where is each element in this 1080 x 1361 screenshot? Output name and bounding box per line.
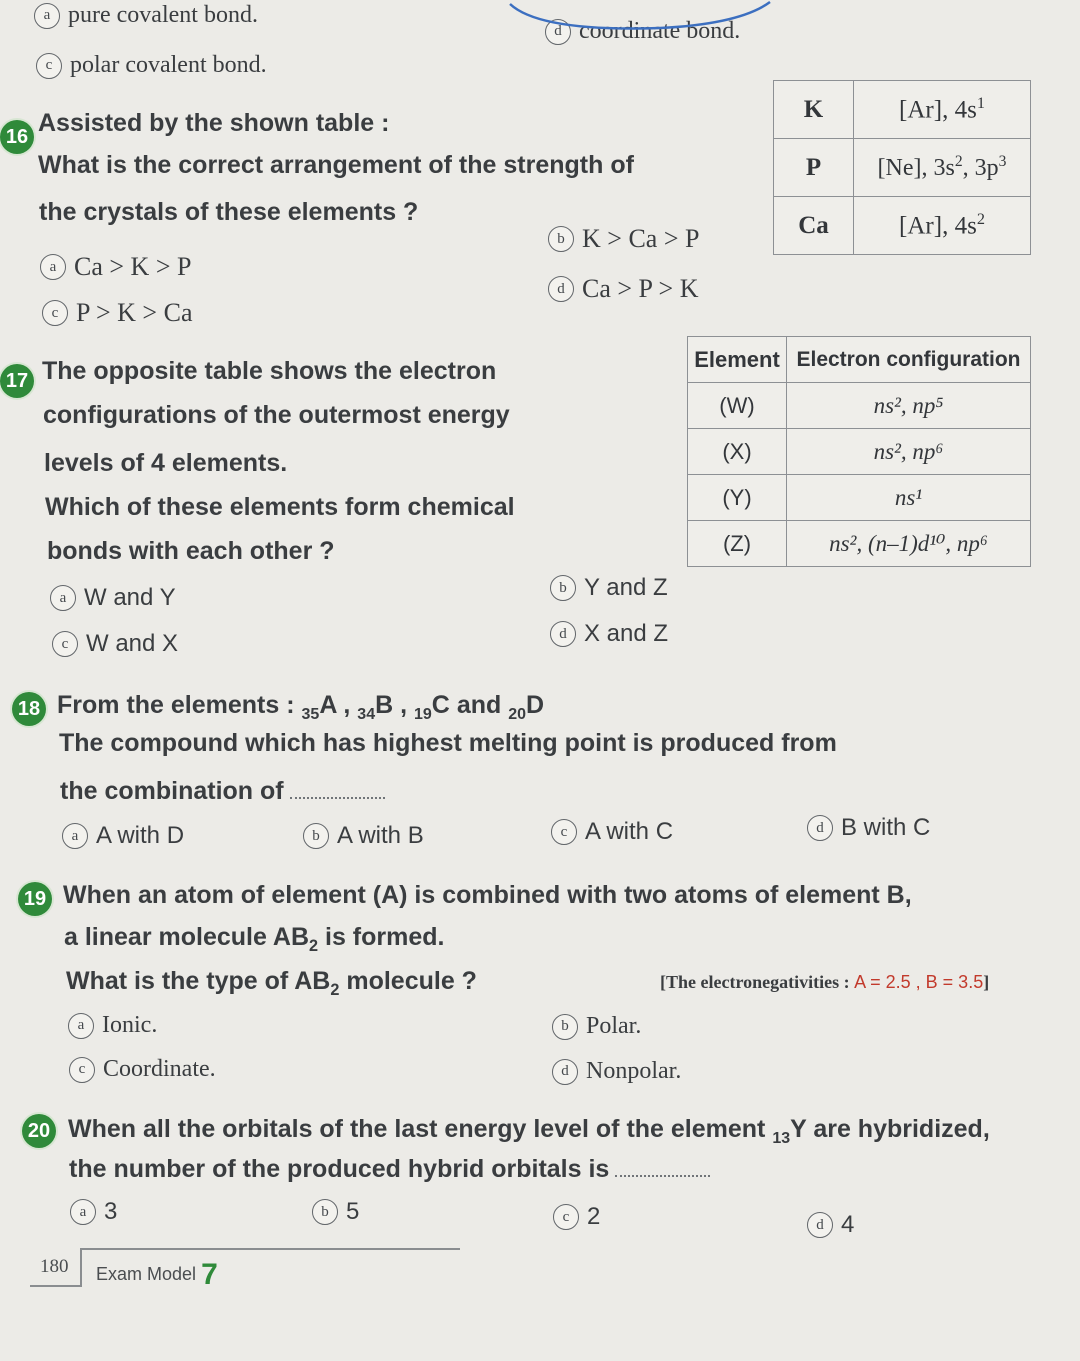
question-18-number: 18 — [12, 692, 46, 726]
element-cell: (X) — [688, 429, 787, 475]
q16-option-d[interactable] — [548, 274, 698, 304]
q19-line2-b: is formed. — [325, 923, 445, 951]
q16-line2: What is the correct arrangement of the strength of — [38, 151, 634, 179]
element-symbol: B — [375, 691, 394, 719]
q16-option-d-text: Ca > P > K — [582, 274, 699, 303]
q19-electronegativity-note — [660, 972, 989, 993]
config-cell: ns², (n–1)d¹⁰, np⁶ — [787, 521, 1031, 567]
bullet-a: a — [50, 585, 76, 611]
q20-option-b-text: 5 — [346, 1198, 360, 1225]
config-core: [Ar], 4s — [899, 212, 977, 240]
config-header: Electron configuration — [787, 337, 1031, 383]
table-row — [688, 429, 1031, 475]
q18-line3-text: the combination of — [60, 777, 284, 805]
bullet-d: d — [550, 621, 576, 647]
element-cell: K — [774, 81, 854, 139]
q17-option-a-text: W and Y — [84, 584, 176, 611]
bullet-a: a — [70, 1199, 96, 1225]
q20-option-d[interactable] — [807, 1211, 854, 1239]
table-row — [688, 521, 1031, 567]
bullet-b: b — [548, 226, 574, 252]
q19-line2-a: a linear molecule AB — [64, 923, 309, 951]
question-20-number: 20 — [22, 1114, 56, 1148]
q16-option-a[interactable] — [40, 252, 191, 282]
element-header: Element — [688, 337, 787, 383]
q20-line1-b: are hybridized, — [813, 1115, 990, 1143]
q19-option-a-text: Ionic. — [102, 1012, 158, 1038]
q16-option-c-text: P > K > Ca — [76, 298, 193, 327]
bullet-d: d — [548, 276, 574, 302]
q18-line2: The compound which has highest melting point is produced from — [59, 729, 837, 757]
config-cell: ns², np⁵ — [787, 383, 1031, 429]
bullet-a: a — [40, 254, 66, 280]
table-row — [774, 139, 1031, 197]
question-19-number: 19 — [18, 882, 52, 916]
q20-option-d-text: 4 — [841, 1211, 855, 1238]
q17-line1: The opposite table shows the electron — [42, 357, 497, 385]
q18-and: and — [456, 691, 502, 719]
q16-element-table — [773, 80, 1031, 255]
bullet-c: c — [69, 1057, 95, 1083]
element-symbol: C — [431, 691, 450, 719]
config-cell — [854, 197, 1031, 255]
q20-option-b[interactable] — [312, 1198, 359, 1226]
q20-line1-a: When all the orbitals of the last energy level of the element — [68, 1115, 766, 1143]
element-symbol: Y — [790, 1115, 807, 1143]
note-label: [The electronegativities : — [660, 972, 850, 992]
config-sup: 2 — [976, 210, 985, 229]
footer-underline — [30, 1285, 82, 1287]
q16-option-c[interactable] — [42, 298, 192, 328]
prev-option-c[interactable] — [36, 52, 267, 79]
table-row — [774, 197, 1031, 255]
element-atomic-number: 20 — [508, 706, 527, 723]
element-cell: P — [774, 139, 854, 197]
question-16-number: 16 — [0, 120, 34, 154]
bullet-c: c — [42, 300, 68, 326]
q18-line1: From the elements : $_{35}$A , $_{34}$B , $_{19}$C and $_{20}$D — [57, 691, 545, 723]
q20-option-c-text: 2 — [587, 1203, 601, 1230]
element-symbol: A — [319, 691, 337, 719]
q18-option-a-text: A with D — [96, 822, 185, 849]
q18-line3 — [60, 776, 385, 806]
bullet-c: c — [36, 53, 62, 79]
q16-line3: the crystals of these elements ? — [39, 198, 419, 226]
table-header-row — [688, 337, 1031, 383]
bullet-c: c — [553, 1204, 579, 1230]
q19-option-b[interactable] — [552, 1013, 641, 1040]
config-core: [Ar], 4s — [899, 96, 977, 124]
q16-option-b[interactable] — [548, 224, 699, 254]
element-atomic-number: 13 — [772, 1130, 791, 1147]
config-extra-sup: 3 — [998, 153, 1007, 170]
bullet-c: c — [551, 819, 577, 845]
answer-blank — [615, 1167, 710, 1177]
prev-option-a[interactable] — [34, 2, 258, 29]
bullet-d: d — [807, 1212, 833, 1238]
bullet-c: c — [52, 631, 78, 657]
table-row — [688, 475, 1031, 521]
q19-line3-b: molecule ? — [346, 967, 477, 995]
element-cell: (Z) — [688, 521, 787, 567]
q18-option-d[interactable] — [807, 814, 930, 842]
footer-label — [96, 1258, 218, 1292]
q17-line4: Which of these elements form chemical — [45, 493, 515, 521]
q17-option-d[interactable] — [550, 620, 668, 648]
bullet-b: b — [303, 823, 329, 849]
prev-option-d-text: coordinate bond. — [579, 18, 741, 44]
q19-option-c[interactable] — [69, 1056, 216, 1083]
q18-intro: From the elements : — [57, 691, 295, 719]
q17-option-b-text: Y and Z — [584, 574, 668, 601]
bullet-a: a — [62, 823, 88, 849]
element-atomic-number: 19 — [414, 706, 432, 723]
q18-option-c-text: A with C — [585, 818, 674, 845]
element-cell: (W) — [688, 383, 787, 429]
bullet-a: a — [68, 1013, 94, 1039]
q18-option-c[interactable] — [551, 818, 673, 846]
highlight-stroke — [500, 0, 780, 36]
q20-line2-text: the number of the produced hybrid orbitals is — [69, 1155, 610, 1183]
prev-option-a-text: pure covalent bond. — [68, 2, 258, 28]
q20-line1 — [68, 1114, 990, 1148]
q19-line1: When an atom of element (A) is combined with two atoms of element B, — [63, 881, 912, 909]
q19-line3-a: What is the type of AB — [66, 967, 331, 995]
q17-option-c[interactable] — [52, 630, 178, 658]
q16-line1: Assisted by the shown table : — [38, 109, 390, 137]
q20-option-a[interactable] — [70, 1198, 117, 1226]
exam-model-label: Exam Model — [96, 1264, 197, 1284]
q19-option-d[interactable] — [552, 1058, 681, 1085]
q16-option-b-text: K > Ca > P — [582, 224, 700, 253]
q17-option-a[interactable] — [50, 584, 176, 612]
note-end: ] — [983, 972, 990, 992]
q19-option-c-text: Coordinate. — [103, 1056, 216, 1082]
q16-option-a-text: Ca > K > P — [74, 252, 192, 281]
table-row — [774, 81, 1031, 139]
config-sup: 2 — [954, 153, 963, 170]
q19-line2 — [64, 922, 444, 957]
bullet-b: b — [312, 1199, 338, 1225]
q17-line5: bonds with each other ? — [47, 537, 335, 565]
q18-option-d-text: B with C — [841, 814, 931, 841]
q19-option-b-text: Polar. — [586, 1013, 642, 1039]
config-sup: 1 — [976, 94, 985, 113]
answer-blank — [290, 789, 385, 799]
element-symbol: D — [526, 691, 545, 719]
bullet-d: d — [807, 815, 833, 841]
element-atomic-number: 34 — [357, 706, 376, 723]
q19-line3 — [66, 966, 477, 1001]
exam-model-number: 7 — [201, 1258, 218, 1291]
element-cell: (Y) — [688, 475, 787, 521]
q18-option-b-text: A with B — [337, 822, 424, 849]
q17-config-table — [687, 336, 1031, 567]
q19-line2-subscript: 2 — [309, 937, 319, 955]
question-17-number: 17 — [0, 364, 34, 398]
footer-divider — [80, 1248, 82, 1286]
q17-option-d-text: X and Z — [584, 620, 669, 647]
config-cell: ns², np⁶ — [787, 429, 1031, 475]
q17-line3: levels of 4 elements. — [44, 449, 288, 477]
q19-option-d-text: Nonpolar. — [586, 1058, 682, 1084]
config-cell: ns¹ — [787, 475, 1031, 521]
q18-option-b[interactable] — [303, 822, 424, 850]
page-number: 180 — [40, 1256, 69, 1277]
table-row — [688, 383, 1031, 429]
bullet-a: a — [34, 3, 60, 29]
q20-option-c[interactable] — [553, 1203, 600, 1231]
config-cell — [854, 139, 1031, 197]
bullet-d: d — [545, 19, 571, 45]
config-extra: , 3p — [962, 155, 999, 181]
config-core: [Ne], 3s — [877, 155, 955, 181]
config-cell — [854, 81, 1031, 139]
bullet-b: b — [550, 575, 576, 601]
element-atomic-number: 35 — [301, 706, 320, 723]
q17-option-b[interactable] — [550, 574, 668, 602]
q20-option-a-text: 3 — [104, 1198, 118, 1225]
bullet-b: b — [552, 1014, 578, 1040]
bullet-d: d — [552, 1059, 578, 1085]
q19-option-a[interactable] — [68, 1012, 157, 1039]
q18-option-a[interactable] — [62, 822, 184, 850]
element-cell: Ca — [774, 197, 854, 255]
q17-line2: configurations of the outermost energy — [43, 401, 510, 429]
q19-line3-subscript: 2 — [330, 981, 340, 999]
prev-option-c-text: polar covalent bond. — [70, 52, 267, 78]
q17-option-c-text: W and X — [86, 630, 179, 657]
footer-rule — [80, 1248, 460, 1250]
note-value: A = 2.5 , B = 3.5 — [854, 972, 984, 992]
q20-line2 — [69, 1154, 710, 1184]
